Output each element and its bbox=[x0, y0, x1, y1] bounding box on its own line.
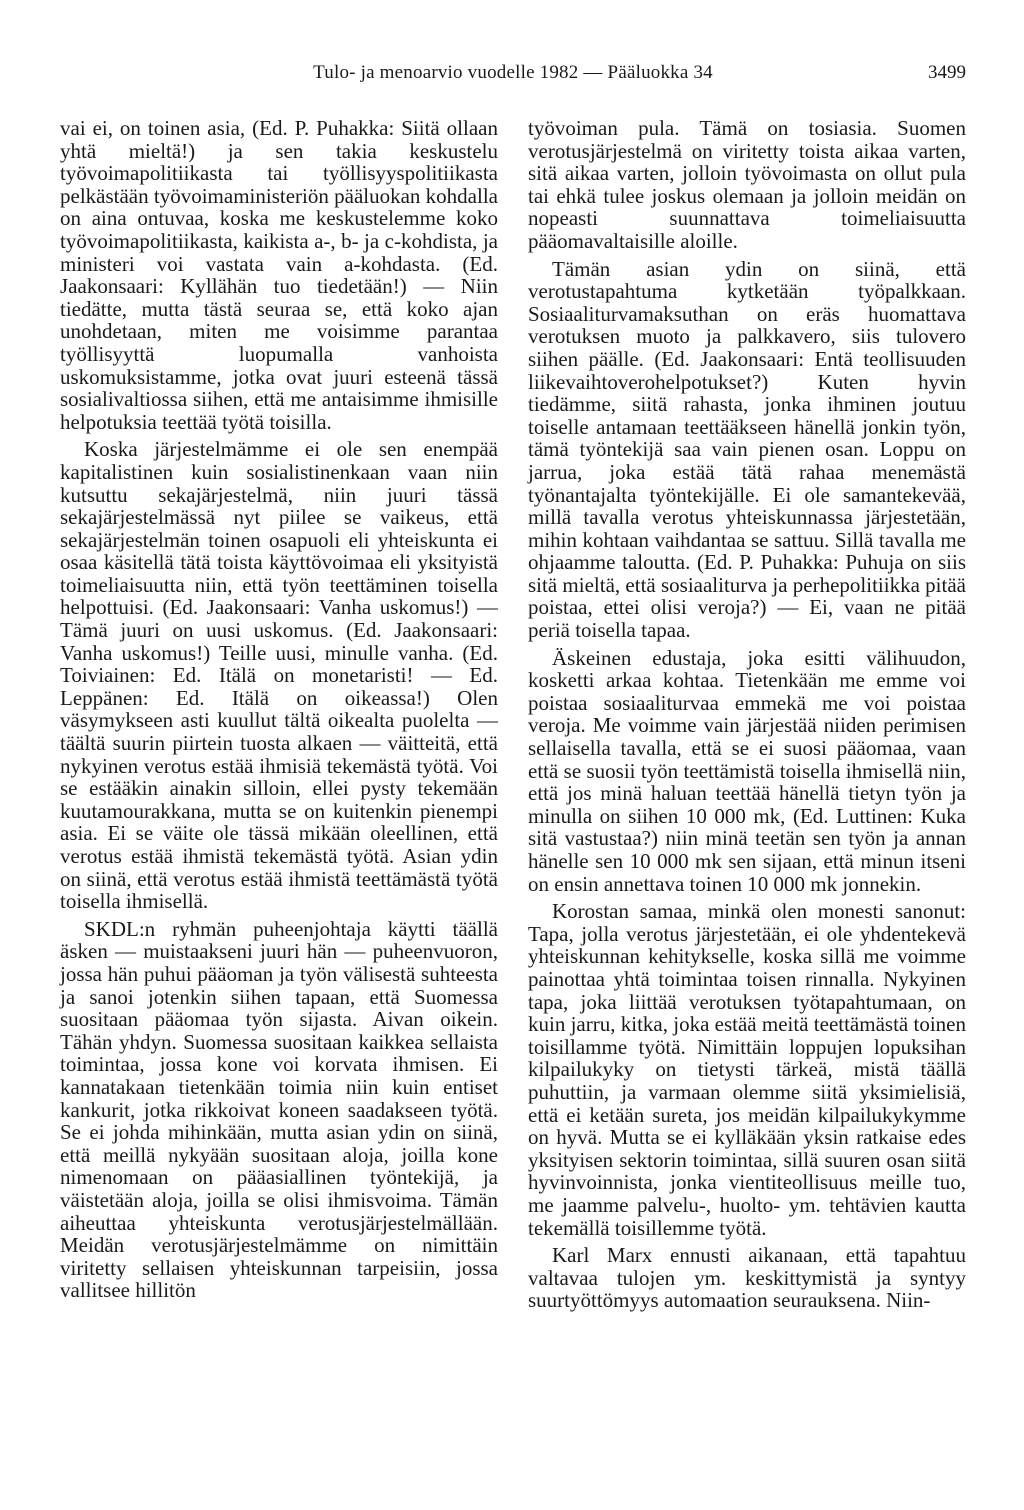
paragraph: Koska järjestelmämme ei ole sen enempää kapitalistinen kuin sosialistinenkaan vaan niin kutsuttu sekajärjestelmä, niin juuri tässä sekajärjestelmässä nyt piilee se vaikeus, että sekajärjestelmän toinen osapuoli eli yhteiskunta ei osaa käsitellä tätä toista käyttövoimaa eli yksityistä toimeliaisuutta niin, että työn teettäminen toisella helpottuisi. (Ed. Jaakonsaari: Vanha uskomus!) — Tämä juuri on uusi uskomus. (Ed. Jaakonsaari: Vanha uskomus!) Teille uusi, minulle vanha. (Ed. Toiviainen: Ed. Itälä on monetaristi! — Ed. Leppänen: Ed. Itälä on oikeassa!) Olen väsymykseen asti kuullut tältä oikealta puolelta — täältä suurin piirtein tuosta alkaen — väitteitä, että nykyinen verotus estää ihmisiä tekemästä työtä. Voi se estääkin ainakin silloin, ellei pysty tekemään kuutamourakkana, mutta se on kuitenkin pienempi asia. Ei se väite ole tässä mikään oleellinen, että verotus estää ihmistä tekemästä työtä. Asian ydin on siinä, että verotus estää ihmistä teettämästä työtä toisella ihmisellä. bbox=[60, 437, 498, 914]
paragraph: työvoiman pula. Tämä on tosiasia. Suomen verotusjärjestelmä on viritetty toista aikaa varten, sitä aikaa varten, jolloin työvoimasta on ollut pula tai ehkä tulee joskus olemaan ja jolloin meidän on nopeasti suunnattava toimeliaisuutta pääomavaltaisille aloille. bbox=[528, 116, 966, 253]
paragraph: Korostan samaa, minkä olen monesti sanonut: Tapa, jolla verotus järjestetään, ei ole yhdentekevä yhteiskunnan kehitykselle, koska sillä me voimme painottaa yhtä toimintaa toisen rinnalla. Nykyinen tapa, joka liittää verotuksen työtapahtumaan, on kuin jarru, kitka, joka estää meitä teettämästä toinen toisillamme työtä. Nimittäin loppujen lopuksihan kilpailukyky on tietysti tärkeä, mistä täällä puhuttiin, ja varmaan olemme siitä yksimielisiä, että ei ketään sureta, jos meidän kilpailukykymme on hyvä. Mutta se ei kylläkään yksin ratkaise edes yksityisen sektorin toimintaa, sillä suuren osan siitä hyvinvoinnista, jonka vientiteollisuus meille tuo, me jaamme palvelu-, huolto- ym. tehtävien kautta tekemällä toisillemme työtä. bbox=[528, 899, 966, 1240]
paragraph: Karl Marx ennusti aikanaan, että tapahtuu valtavaa tulojen ym. keskittymistä ja syntyy suurtyöttömyys automaation seurauksena. Niin- bbox=[528, 1243, 966, 1313]
left-text-column bbox=[60, 117, 498, 1307]
running-header-title: Tulo- ja menoarvio vuodelle 1982 — Pääluokka 34 bbox=[313, 62, 713, 83]
paragraph: Äskeinen edustaja, joka esitti välihuudon, kosketti arkaa kohtaa. Tietenkään me emme voi poistaa sosiaaliturvaa emmekä me voi poistaa veroja. Me voimme vain järjestää niiden perimisen sellaisella tavalla, että se ei suosi pääomaa, vaan että se suosii työn teettämistä toisella ihmisellä niin, että jos minä haluan teettää hänellä tietyn työn ja minulla on siihen 10 000 mk, (Ed. Luttinen: Kuka sitä vastustaa?) niin minä teetän sen työn ja annan hänelle sen 10 000 mk sen sijaan, että minun itseni on ensin annettava toinen 10 000 mk jonnekin. bbox=[528, 645, 966, 896]
page-number: 3499 bbox=[928, 62, 966, 83]
paragraph: SKDL:n ryhmän puheenjohtaja käytti täällä äsken — muistaakseni juuri hän — puheenvuoron, jossa hän puhui pääoman ja työn välisestä suhteesta ja sanoi jotenkin siihen tapaan, että Suomessa suositaan pääomaa työn sijasta. Aivan oikein. Tähän yhdyn. Suomessa suositaan kaikkea sellaista toimintaa, jossa kone voi korvata ihmisen. Ei kannatakaan tietenkään toimia niin kuin entiset kankurit, jotka rikkoivat koneen saadakseen työtä. Se ei johda mihinkään, mutta asian ydin on siinä, että meillä nykyään suositaan aloja, joilla kone nimenomaan on pääasiallinen työntekijä, ja väistetään aloja, joilla se olisi ihmisvoima. Tämän aiheuttaa yhteiskunta verotusjärjestelmällään. Meidän verotusjärjestelmämme on nimittäin viritetty sellaisen yhteiskunnan tarpeisiin, jossa vallitsee hillitön bbox=[60, 916, 498, 1303]
paragraph: Tämän asian ydin on siinä, että verotustapahtuma kytketään työpalkkaan. Sosiaaliturvamaksuthan on eräs huomattava verotuksen muoto ja palkkavero, siis tulovero siihen päälle. (Ed. Jaakonsaari: Entä teollisuuden liikevaihtoverohelpotukset?) Kuten hyvin tiedämme, siitä rahasta, jonka ihminen joutuu toiselle antamaan teettääkseen hänellä jonkin työn, tämä työntekijä saa vain pienen osan. Loppu on jarrua, joka estää tätä rahaa menemästä työnantajalta työntekijälle. Ei ole samantekevää, millä tavalla verotus yhteiskunnassa järjestetään, mihin kohtaan vaihdantaa se sattuu. Sillä tavalla me ohjaamme taloutta. (Ed. P. Puhakka: Puhuja on siis sitä mieltä, että sosiaaliturva ja perhepolitiikka pitää poistaa, ettei olisi veroja?) — Ei, vaan ne pitää periä toisella tapaa. bbox=[528, 256, 966, 643]
paragraph: vai ei, on toinen asia, (Ed. P. Puhakka: Siitä ollaan yhtä mieltä!) ja sen takia keskustelu työvoimapolitiikasta tai työllisyyspolitiikasta pelkästään työvoimaministeriön pääluokan kohdalla on aina ontuvaa, koska me keskustelemme koko työvoimapolitiikasta, kaikista a-, b- ja c-kohdista, ja ministeri voi vastata vain a-kohdasta. (Ed. Jaakonsaari: Kyllähän tuo tiedetään!) — Niin tiedätte, mutta tästä seuraa se, että koko ajan unohdetaan, miten me voisimme parantaa työllisyyttä luopumalla vanhoista uskomuksistamme, jotka ovat juuri esteenä tässä sosialivaltiossa siihen, että me antaisimme ihmisille helpotuksia teettää työtä toisilla. bbox=[60, 116, 498, 434]
page-header bbox=[60, 62, 966, 92]
right-text-column bbox=[528, 117, 966, 1317]
